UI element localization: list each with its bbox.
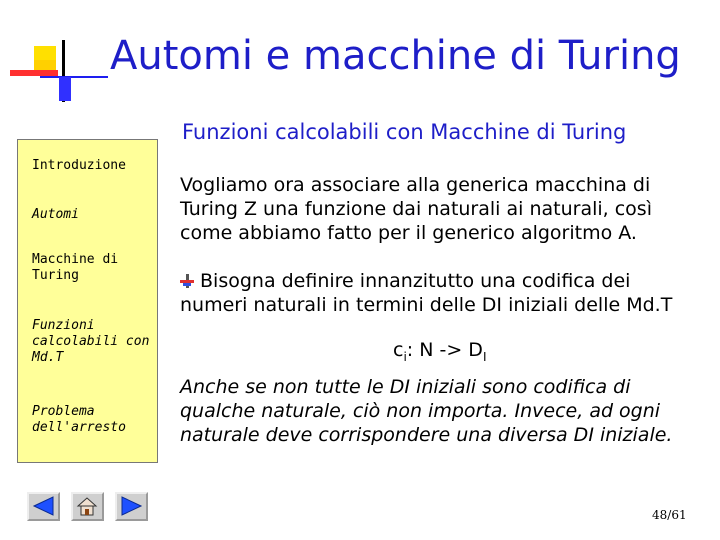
formula [393, 339, 486, 364]
page-subtitle: Funzioni calcolabili con Macchine di Turing [182, 120, 627, 144]
previous-slide-button[interactable] [27, 492, 60, 521]
logo-decoration [0, 0, 110, 110]
formula-rhs-sub: I [482, 349, 487, 364]
sidebar-item-macchine-di-turing[interactable]: Macchine di Turing [32, 252, 119, 283]
paragraph-codifica-text: Bisogna definire innanzitutto una codifica dei numeri naturali in termini delle DI iniziali delle Md.T [180, 270, 673, 316]
arrow-right-icon [119, 496, 144, 517]
sidebar-item-introduzione[interactable]: Introduzione [32, 158, 126, 173]
page-title: Automi e macchine di Turing [110, 33, 681, 79]
bullet-icon [180, 274, 194, 288]
paragraph-conclusion-emph: ad ogni naturale deve corrispondere una diversa DI iniziale. [180, 400, 673, 446]
sidebar-item-problema-arresto[interactable]: Problema dell'arresto [32, 404, 126, 435]
paragraph-conclusion-plain: Anche se non tutte le DI iniziali sono codifica di qualche naturale, ciò non importa. Invece, [180, 376, 631, 422]
formula-middle: : N -> D [406, 339, 483, 361]
formula-lhs: c [393, 339, 404, 361]
page-number: 48/61 [652, 508, 687, 522]
paragraph-codifica [180, 269, 700, 317]
next-slide-button[interactable] [115, 492, 148, 521]
paragraph-conclusion [180, 375, 700, 447]
sidebar-item-automi[interactable]: Automi [32, 207, 79, 222]
sidebar [17, 139, 158, 463]
formula-lhs-sub: i [403, 349, 407, 364]
home-button[interactable] [71, 492, 104, 521]
paragraph-intro: Vogliamo ora associare alla generica macchina di Turing Z una funzione dai naturali ai naturali, così come abbiamo fatto per il generico algoritmo A. [180, 174, 652, 244]
home-icon [75, 496, 100, 517]
arrow-left-icon [31, 496, 56, 517]
sidebar-item-funzioni-calcolabili[interactable]: Funzioni calcolabili con Md.T [32, 318, 150, 365]
